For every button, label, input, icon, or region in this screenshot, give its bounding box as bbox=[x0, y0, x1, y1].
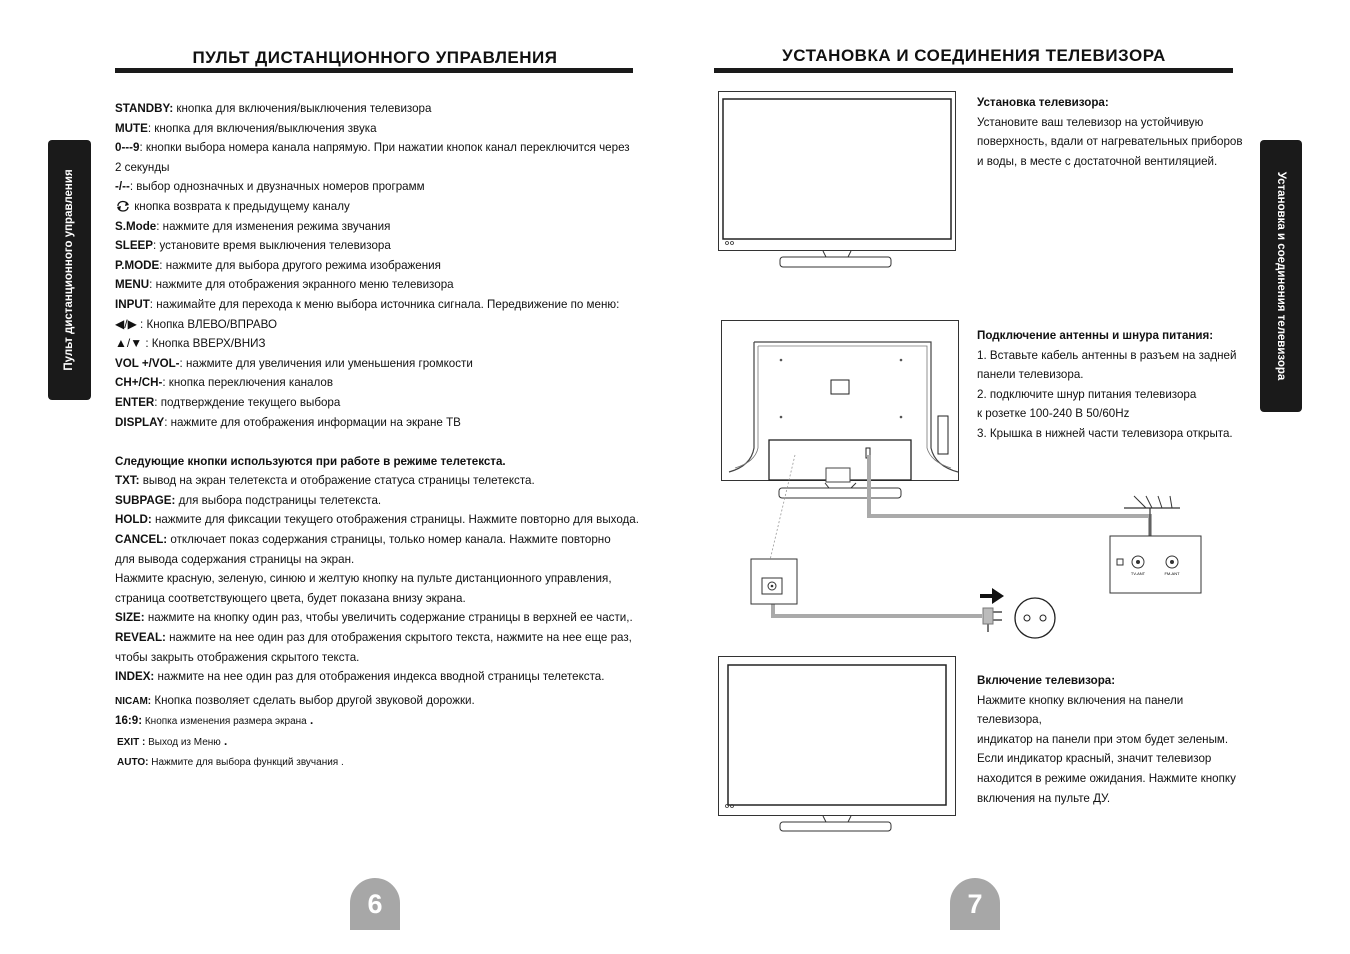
left-right-arrows-icon: ◀/▶ bbox=[115, 316, 137, 331]
list-item: 16:9: Кнопка изменения размера экрана . bbox=[115, 714, 314, 728]
text-line: 1. Вставьте кабель антенны в разъем на задней bbox=[977, 348, 1237, 362]
power-on-section bbox=[977, 671, 1247, 808]
recall-icon bbox=[115, 200, 131, 212]
power-plug-icon bbox=[983, 608, 1002, 632]
right-side-tab-label: Установка и соединения телевизора bbox=[1275, 171, 1287, 381]
left-title-rule bbox=[115, 68, 633, 73]
list-item: INDEX: нажмите на нее один раз для отображения индекса вводной страницы телетекста. bbox=[115, 670, 605, 684]
text-line: и воды, в месте с достаточной вентиляцией. bbox=[977, 154, 1218, 168]
connection-heading: Подключение антенны и шнура питания: bbox=[977, 329, 1214, 342]
list-item: -/--: выбор однозначных и двузначных номеров программ bbox=[115, 180, 425, 194]
tv-front-illustration bbox=[718, 91, 958, 271]
list-item: MENU: нажмите для отображения экранного меню телевизора bbox=[115, 278, 454, 292]
list-item: REVEAL: нажмите на нее один раз для отображения скрытого текста, нажмите на нее еще раз, чтобы закрыть отображения скрытого текста. bbox=[115, 631, 632, 664]
list-item: SUBPAGE: для выбора подстраницы телетекста. bbox=[115, 493, 382, 507]
list-item: CH+/CH-: кнопка переключения каналов bbox=[115, 376, 334, 390]
tv-power-on-illustration bbox=[718, 656, 958, 836]
list-item: STANDBY: кнопка для включения/выключения телевизора bbox=[115, 102, 432, 115]
page-number-6: 6 bbox=[350, 878, 400, 930]
list-item: 2 секунды bbox=[115, 160, 170, 174]
list-item: DISPLAY: нажмите для отображения информации на экране ТВ bbox=[115, 415, 461, 429]
list-item: 0---9: кнопки выбора номера канала напрямую. При нажатии кнопок канал переключится через bbox=[115, 141, 630, 155]
remote-buttons-list bbox=[115, 99, 645, 772]
list-item: EXIT : Выход из Меню . bbox=[117, 735, 228, 748]
list-item: ◀/▶ : Кнопка ВЛЕВО/ВПРАВО bbox=[115, 316, 278, 331]
list-item: INPUT: нажимайте для перехода к меню выбора источника сигнала. Передвижение по меню: bbox=[115, 297, 620, 311]
text-line: поверхность, вдали от нагревательных приборов bbox=[977, 135, 1243, 149]
connection-section bbox=[977, 326, 1247, 444]
text-line: панели телевизора. bbox=[977, 368, 1084, 382]
right-side-tab bbox=[1260, 140, 1302, 412]
text-line: Если индикатор красный, значит телевизор bbox=[977, 752, 1212, 766]
text-line: 3. Крышка в нижней части телевизора открыта. bbox=[977, 426, 1233, 440]
text-line: находится в режиме ожидания. Нажмите кнопку bbox=[977, 771, 1236, 785]
right-title-rule bbox=[714, 68, 1233, 73]
tv-ant-jack-label: TV-ANT bbox=[1130, 571, 1146, 576]
text-line: индикатор на панели при этом будет зеленым. bbox=[977, 732, 1229, 746]
connection-diagram bbox=[740, 450, 1260, 650]
list-item: SIZE: нажмите на кнопку один раз, чтобы увеличить содержание страницы в верхней ее части,. bbox=[115, 611, 633, 625]
installation-section bbox=[977, 93, 1247, 171]
wall-socket-icon bbox=[1015, 598, 1055, 638]
list-item: NICAM: Кнопка позволяет сделать выбор другой звуковой дорожки. bbox=[115, 693, 475, 707]
text-line: Нажмите кнопку включения на панели телевизора, bbox=[977, 693, 1184, 727]
list-item: TXT: вывод на экран телетекста и отображение статуса страницы телетекста. bbox=[115, 474, 535, 488]
teletext-heading: Следующие кнопки используются при работе в режиме телетекста. bbox=[115, 454, 506, 468]
list-item: кнопка возврата к предыдущему каналу bbox=[115, 197, 645, 217]
text-line: включения на пульте ДУ. bbox=[977, 791, 1111, 805]
installation-heading: Установка телевизора: bbox=[977, 96, 1109, 109]
text-line: Установите ваш телевизор на устойчивую bbox=[977, 115, 1204, 129]
page-number-7: 7 bbox=[950, 878, 1000, 930]
right-page-title: УСТАНОВКА И СОЕДИНЕНИЯ ТЕЛЕВИЗОРА bbox=[782, 46, 1166, 65]
power-on-heading: Включение телевизора: bbox=[977, 674, 1116, 687]
list-item: AUTO: Нажмите для выбора функций звучания . bbox=[117, 756, 344, 768]
list-item: P.MODE: нажмите для выбора другого режима изображения bbox=[115, 258, 441, 272]
list-item: HOLD: нажмите для фиксации текущего отображения страницы. Нажмите повторно для выхода. bbox=[115, 513, 639, 527]
list-item: Нажмите красную, зеленую, синюю и желтую кнопку на пульте дистанционного управления, страница соответствующего цвета, будет показана внизу экрана. bbox=[115, 572, 612, 605]
list-item: ▲/▼ : Кнопка ВВЕРХ/ВНИЗ bbox=[115, 336, 266, 351]
arrow-right-icon bbox=[980, 588, 1004, 604]
list-item: S.Mode: нажмите для изменения режима звучания bbox=[115, 219, 391, 233]
list-item: ENTER: подтверждение текущего выбора bbox=[115, 395, 341, 409]
text-line: к розетке 100-240 В 50/60Hz bbox=[977, 407, 1130, 421]
list-item: CANCEL: отключает показ содержания страницы, только номер канала. Нажмите повторно для вывода содержания страницы на экран. bbox=[115, 533, 611, 566]
fm-ant-jack-label: FM-ANT bbox=[1164, 571, 1180, 576]
list-item: SLEEP: установите время выключения телевизора bbox=[115, 239, 391, 253]
up-down-arrows-icon: ▲/▼ bbox=[115, 336, 143, 351]
left-page-title: ПУЛЬТ ДИСТАНЦИОННОГО УПРАВЛЕНИЯ bbox=[192, 48, 558, 67]
list-item: MUTE: кнопка для включения/выключения звука bbox=[115, 121, 377, 135]
list-item: VOL +/VOL-: нажмите для увеличения или уменьшения громкости bbox=[115, 356, 473, 370]
text-line: 2. подключите шнур питания телевизора bbox=[977, 387, 1197, 401]
left-side-tab-label: Пульт дистанционного управления bbox=[63, 169, 75, 371]
left-side-tab bbox=[48, 140, 91, 400]
